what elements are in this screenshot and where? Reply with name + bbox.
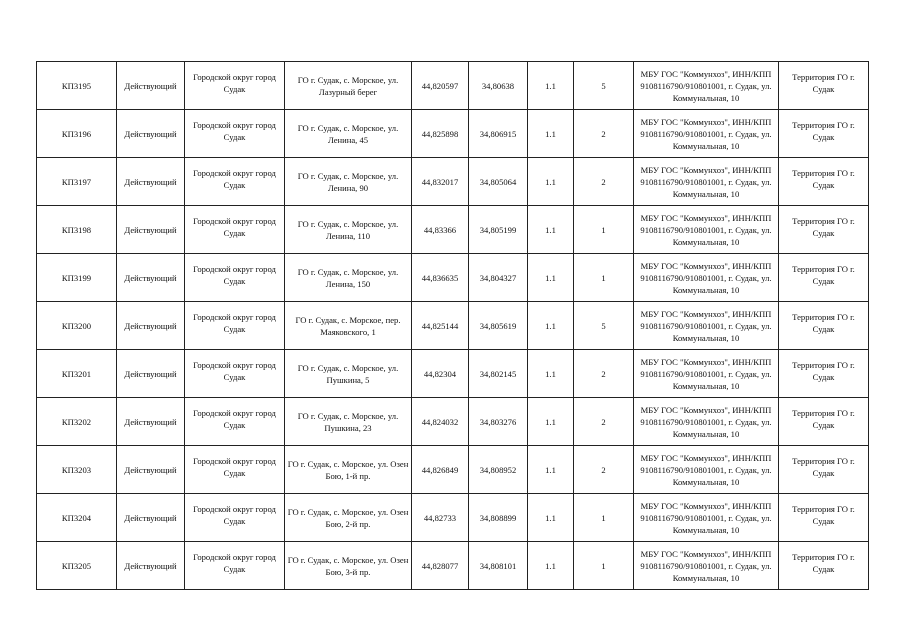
latitude-cell: 44,832017	[412, 158, 469, 206]
container-volume-cell: 1.1	[528, 206, 574, 254]
latitude-cell: 44,83366	[412, 206, 469, 254]
status-cell: Действующий	[117, 110, 185, 158]
longitude-cell: 34,806915	[469, 110, 528, 158]
district-cell: Городской округ город Судак	[185, 542, 285, 590]
owner-cell: МБУ ГОС "Коммунхоз", ИНН/КПП 9108116790/910801001, г. Судак, ул. Коммунальная, 10	[634, 398, 779, 446]
longitude-cell: 34,805064	[469, 158, 528, 206]
container-count-cell: 1	[574, 494, 634, 542]
district-cell: Городской округ город Судак	[185, 110, 285, 158]
status-cell: Действующий	[117, 254, 185, 302]
container-volume-cell: 1.1	[528, 494, 574, 542]
site-code-cell: КП3202	[37, 398, 117, 446]
site-code-cell: КП3195	[37, 62, 117, 110]
container-volume-cell: 1.1	[528, 110, 574, 158]
district-cell: Городской округ город Судак	[185, 398, 285, 446]
table-row	[37, 350, 869, 398]
container-volume-cell: 1.1	[528, 350, 574, 398]
address-cell: ГО г. Судак, с. Морское, ул. Ленина, 45	[285, 110, 412, 158]
container-count-cell: 2	[574, 158, 634, 206]
container-volume-cell: 1.1	[528, 62, 574, 110]
latitude-cell: 44,825144	[412, 302, 469, 350]
latitude-cell: 44,820597	[412, 62, 469, 110]
container-count-cell: 1	[574, 206, 634, 254]
territory-cell: Территория ГО г. Судак	[779, 494, 869, 542]
district-cell: Городской округ город Судак	[185, 206, 285, 254]
container-count-cell: 5	[574, 302, 634, 350]
table-row	[37, 398, 869, 446]
address-cell: ГО г. Судак, с. Морское, ул. Ленина, 150	[285, 254, 412, 302]
latitude-cell: 44,82733	[412, 494, 469, 542]
longitude-cell: 34,80638	[469, 62, 528, 110]
site-code-cell: КП3205	[37, 542, 117, 590]
district-cell: Городской округ город Судак	[185, 302, 285, 350]
container-count-cell: 2	[574, 110, 634, 158]
container-count-cell: 2	[574, 350, 634, 398]
site-code-cell: КП3204	[37, 494, 117, 542]
address-cell: ГО г. Судак, с. Морское, ул. Ленина, 110	[285, 206, 412, 254]
longitude-cell: 34,804327	[469, 254, 528, 302]
district-cell: Городской округ город Судак	[185, 158, 285, 206]
owner-cell: МБУ ГОС "Коммунхоз", ИНН/КПП 9108116790/910801001, г. Судак, ул. Коммунальная, 10	[634, 158, 779, 206]
status-cell: Действующий	[117, 446, 185, 494]
status-cell: Действующий	[117, 302, 185, 350]
table-row	[37, 110, 869, 158]
latitude-cell: 44,836635	[412, 254, 469, 302]
owner-cell: МБУ ГОС "Коммунхоз", ИНН/КПП 9108116790/910801001, г. Судак, ул. Коммунальная, 10	[634, 350, 779, 398]
latitude-cell: 44,828077	[412, 542, 469, 590]
container-volume-cell: 1.1	[528, 446, 574, 494]
site-code-cell: КП3200	[37, 302, 117, 350]
latitude-cell: 44,824032	[412, 398, 469, 446]
container-count-cell: 1	[574, 542, 634, 590]
container-count-cell: 5	[574, 62, 634, 110]
container-sites-table	[36, 61, 869, 590]
status-cell: Действующий	[117, 350, 185, 398]
status-cell: Действующий	[117, 206, 185, 254]
status-cell: Действующий	[117, 62, 185, 110]
owner-cell: МБУ ГОС "Коммунхоз", ИНН/КПП 9108116790/910801001, г. Судак, ул. Коммунальная, 10	[634, 302, 779, 350]
territory-cell: Территория ГО г. Судак	[779, 350, 869, 398]
owner-cell: МБУ ГОС "Коммунхоз", ИНН/КПП 9108116790/910801001, г. Судак, ул. Коммунальная, 10	[634, 110, 779, 158]
territory-cell: Территория ГО г. Судак	[779, 62, 869, 110]
territory-cell: Территория ГО г. Судак	[779, 158, 869, 206]
address-cell: ГО г. Судак, с. Морское, ул. Озен Бою, 3-й пр.	[285, 542, 412, 590]
site-code-cell: КП3197	[37, 158, 117, 206]
address-cell: ГО г. Судак, с. Морское, пер. Маяковского, 1	[285, 302, 412, 350]
address-cell: ГО г. Судак, с. Морское, ул. Озен Бою, 2-й пр.	[285, 494, 412, 542]
territory-cell: Территория ГО г. Судак	[779, 302, 869, 350]
site-code-cell: КП3198	[37, 206, 117, 254]
address-cell: ГО г. Судак, с. Морское, ул. Озен Бою, 1-й пр.	[285, 446, 412, 494]
district-cell: Городской округ город Судак	[185, 494, 285, 542]
territory-cell: Территория ГО г. Судак	[779, 446, 869, 494]
longitude-cell: 34,802145	[469, 350, 528, 398]
table-body	[37, 62, 869, 590]
container-volume-cell: 1.1	[528, 302, 574, 350]
table-row	[37, 494, 869, 542]
longitude-cell: 34,808899	[469, 494, 528, 542]
latitude-cell: 44,82304	[412, 350, 469, 398]
address-cell: ГО г. Судак, с. Морское, ул. Лазурный берег	[285, 62, 412, 110]
address-cell: ГО г. Судак, с. Морское, ул. Пушкина, 5	[285, 350, 412, 398]
status-cell: Действующий	[117, 158, 185, 206]
territory-cell: Территория ГО г. Судак	[779, 542, 869, 590]
longitude-cell: 34,805199	[469, 206, 528, 254]
status-cell: Действующий	[117, 542, 185, 590]
territory-cell: Территория ГО г. Судак	[779, 254, 869, 302]
container-volume-cell: 1.1	[528, 398, 574, 446]
container-count-cell: 2	[574, 398, 634, 446]
latitude-cell: 44,826849	[412, 446, 469, 494]
district-cell: Городской округ город Судак	[185, 254, 285, 302]
longitude-cell: 34,803276	[469, 398, 528, 446]
table-row	[37, 302, 869, 350]
territory-cell: Территория ГО г. Судак	[779, 398, 869, 446]
container-volume-cell: 1.1	[528, 542, 574, 590]
address-cell: ГО г. Судак, с. Морское, ул. Пушкина, 23	[285, 398, 412, 446]
territory-cell: Территория ГО г. Судак	[779, 206, 869, 254]
district-cell: Городской округ город Судак	[185, 62, 285, 110]
longitude-cell: 34,808952	[469, 446, 528, 494]
district-cell: Городской округ город Судак	[185, 350, 285, 398]
table-row	[37, 158, 869, 206]
longitude-cell: 34,808101	[469, 542, 528, 590]
owner-cell: МБУ ГОС "Коммунхоз", ИНН/КПП 9108116790/910801001, г. Судак, ул. Коммунальная, 10	[634, 62, 779, 110]
longitude-cell: 34,805619	[469, 302, 528, 350]
owner-cell: МБУ ГОС "Коммунхоз", ИНН/КПП 9108116790/910801001, г. Судак, ул. Коммунальная, 10	[634, 446, 779, 494]
owner-cell: МБУ ГОС "Коммунхоз", ИНН/КПП 9108116790/910801001, г. Судак, ул. Коммунальная, 10	[634, 206, 779, 254]
table-row	[37, 254, 869, 302]
container-volume-cell: 1.1	[528, 158, 574, 206]
table-row	[37, 446, 869, 494]
latitude-cell: 44,825898	[412, 110, 469, 158]
table-row	[37, 206, 869, 254]
container-count-cell: 2	[574, 446, 634, 494]
status-cell: Действующий	[117, 494, 185, 542]
site-code-cell: КП3196	[37, 110, 117, 158]
container-volume-cell: 1.1	[528, 254, 574, 302]
address-cell: ГО г. Судак, с. Морское, ул. Ленина, 90	[285, 158, 412, 206]
status-cell: Действующий	[117, 398, 185, 446]
table-row	[37, 542, 869, 590]
owner-cell: МБУ ГОС "Коммунхоз", ИНН/КПП 9108116790/910801001, г. Судак, ул. Коммунальная, 10	[634, 494, 779, 542]
site-code-cell: КП3203	[37, 446, 117, 494]
container-count-cell: 1	[574, 254, 634, 302]
owner-cell: МБУ ГОС "Коммунхоз", ИНН/КПП 9108116790/910801001, г. Судак, ул. Коммунальная, 10	[634, 254, 779, 302]
site-code-cell: КП3199	[37, 254, 117, 302]
table-row	[37, 62, 869, 110]
district-cell: Городской округ город Судак	[185, 446, 285, 494]
territory-cell: Территория ГО г. Судак	[779, 110, 869, 158]
owner-cell: МБУ ГОС "Коммунхоз", ИНН/КПП 9108116790/910801001, г. Судак, ул. Коммунальная, 10	[634, 542, 779, 590]
site-code-cell: КП3201	[37, 350, 117, 398]
